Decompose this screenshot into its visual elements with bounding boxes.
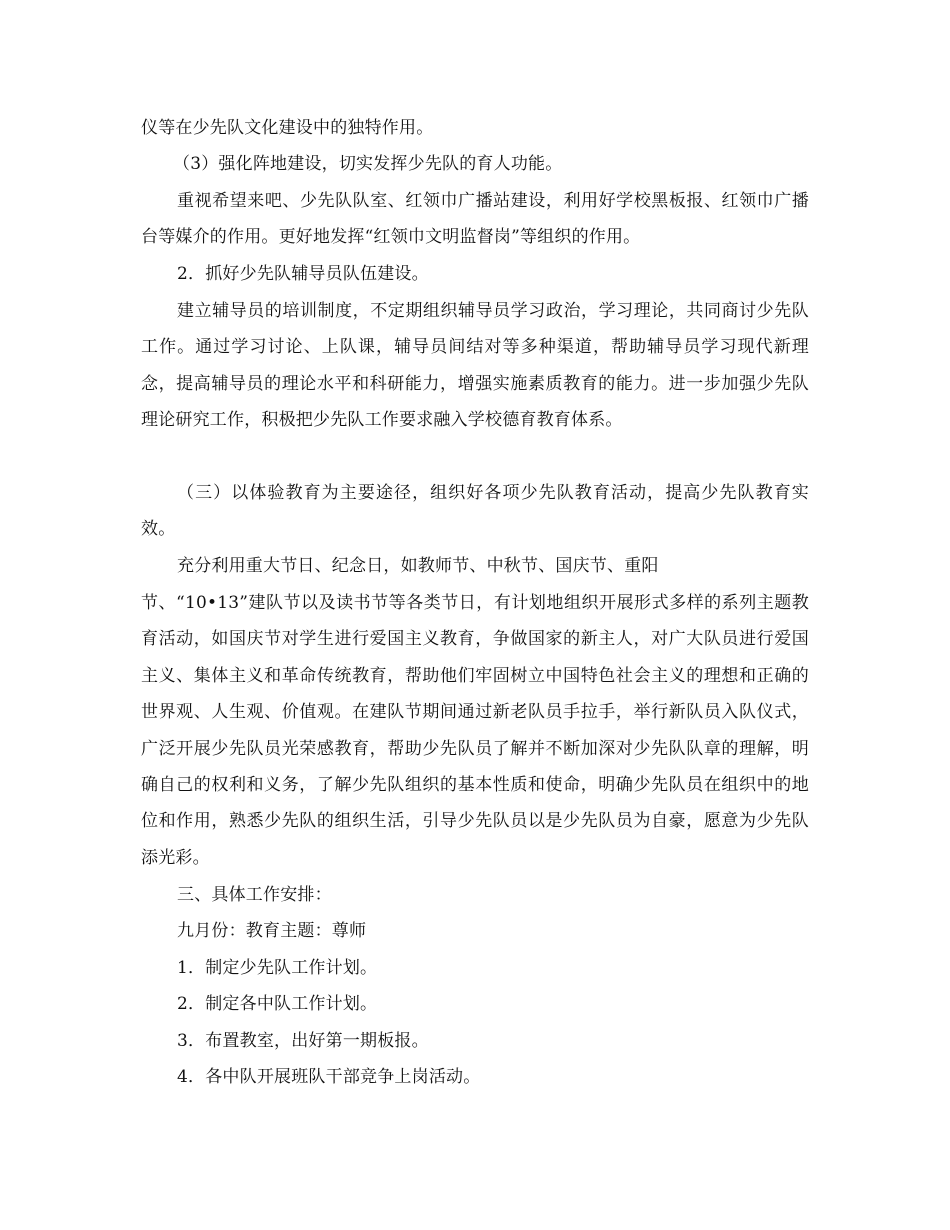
list-item: 1．制定少先队工作计划。	[177, 958, 378, 978]
paragraph-month-theme: 九月份：教育主题：尊师	[177, 921, 367, 941]
paragraph-section-title: 三、具体工作安排：	[177, 885, 332, 905]
paragraph-section-heading: （三）以体验教育为主要途径，组织好各项少先队教育活动，提高少先队教育实效。	[141, 483, 809, 540]
paragraph-heading-2: 2．抓好少先队辅导员队伍建设。	[177, 264, 429, 284]
paragraph-body: 建立辅导员的培训制度，不定期组织辅导员学习政治，学习理论，共同商讨少先队工作。通过学习讨论、上队课，辅导员间结对等多种渠道，帮助辅导员学习现代新理念，提高辅导员的理论水平和科研能力，增强实施素质教育的能力。进一步加强少先队理论研究工作，积极把少先队工作要求融入学校德育教育体系。	[141, 301, 809, 431]
list-item: 4．各中队开展班队干部竞争上岗活动。	[177, 1067, 481, 1087]
list-item: 2．制定各中队工作计划。	[177, 994, 378, 1014]
paragraph-heading-3: （3）强化阵地建设，切实发挥少先队的育人功能。	[173, 154, 563, 174]
paragraph-body-continuation: 节、“10•13”建队节以及读书节等各类节日，有计划地组织开展形式多样的系列主题教育活动，如国庆节对学生进行爱国主义教育，争做国家的新主人，对广大队员进行爱国主义、集体主义和革命传统教育，帮助他们牢固树立中国特色社会主义的理想和正确的世界观、人生观、价值观。在建队节期间通过新老队员手拉手，举行新队员入队仪式，广泛开展少先队员光荣感教育，帮助少先队员了解并不断加深对少先队队章的理解，明确自己的权利和义务，了解少先队组织的基本性质和使命，明确少先队员在组织中的地位和作用，熟悉少先队的组织生活，引导少先队员以是少先队员为自豪，愿意为少先队添光彩。	[141, 593, 809, 868]
paragraph-body: 重视希望来吧、少先队队室、红领巾广播站建设，利用好学校黑板报、红领巾广播台等媒介的作用。更好地发挥“红领巾文明监督岗”等组织的作用。	[141, 191, 809, 248]
list-item: 3．布置教室，出好第一期板报。	[177, 1031, 429, 1051]
paragraph-body: 充分利用重大节日、纪念日，如教师节、中秋节、国庆节、重阳	[177, 556, 659, 576]
paragraph-continuation: 仪等在少先队文化建设中的独特作用。	[141, 118, 434, 138]
